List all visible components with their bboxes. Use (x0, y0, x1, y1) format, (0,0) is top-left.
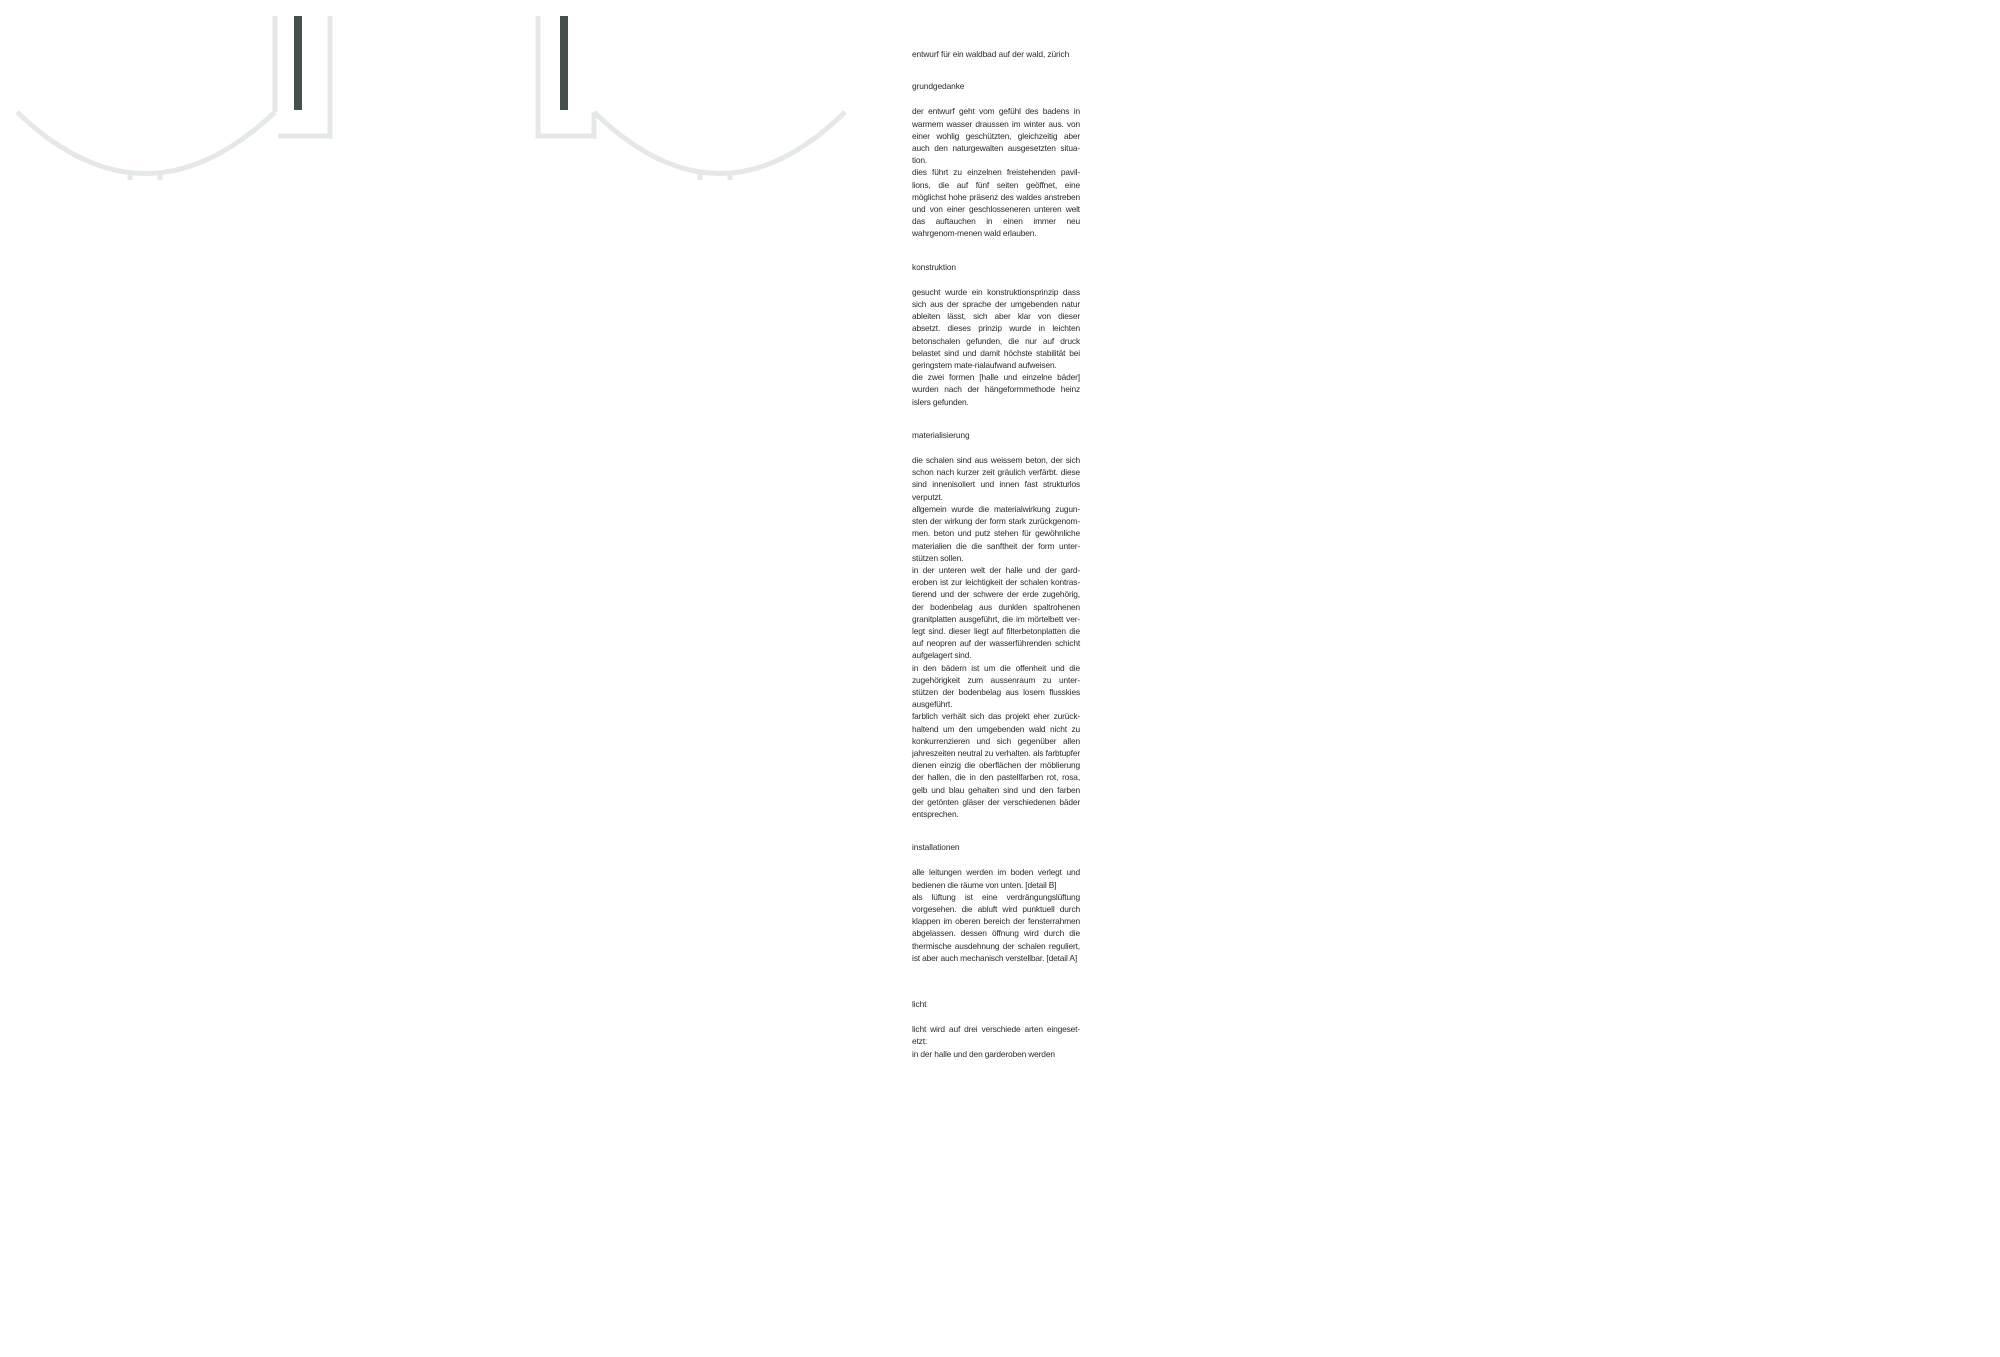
project-description (912, 48, 1080, 1059)
section-heading: konstruktion (912, 261, 956, 272)
shell-right (538, 16, 845, 180)
document-title: entwurf für ein waldbad auf der wald, zürich (912, 49, 1070, 59)
paragraph: allgemein wurde die materialwirkung zugun-sten der wirkung der form stark zurückgenom-men. beton und putz stehen für gewöhnliche materialien die die sanftheit der form unter-stützen sollen. (912, 503, 1080, 563)
section-drawing (0, 0, 860, 200)
paragraph: der entwurf geht vom gefühl des badens in warmem wasser draussen im winter aus. von einer wohlig geschützten, gleichzeitig aber auch den naturgewalten ausgesetzten situa-tion. (912, 106, 1080, 166)
section-heading: licht (912, 999, 927, 1009)
shell-right-arc (594, 112, 845, 174)
section-installationen (912, 841, 1080, 964)
dark-bar-right (560, 16, 568, 110)
shell-left-arc (17, 112, 275, 174)
shell-left-wall (275, 16, 330, 136)
paragraph: farblich verhält sich das projekt eher zurück-haltend um den umgebenden wald nicht zu konkurrenzieren und sich gegenüber allen jahreszeiten neutral zu verhalten. als farbtupfer dienen einzig die oberflächen der möblierung der hallen, die in den pastellfarben rot, rosa, gelb und blau gehalten sind und den farben der getönten gläser der verschiedenen bäder entsprechen. (912, 711, 1080, 819)
section-grundgedanke (912, 80, 1080, 239)
paragraph: licht wird auf drei verschiede arten eingeset-etzt: (912, 1024, 1080, 1047)
shell-left (17, 16, 330, 180)
paragraph: in der halle und den garderoben werden (912, 1048, 1055, 1059)
section-materialisierung (912, 429, 1080, 820)
paragraph: dies führt zu einzelnen freistehenden pavil-lions, die auf fünf seiten geöffnet, eine möglichst hohe präsenz des waldes anstreben und von einer geschlosseneren unteren welt das auftauchen in einen immer neu wahrgenom-menen wald erlauben. (912, 167, 1080, 239)
section-licht (912, 998, 1080, 1060)
paragraph: die schalen sind aus weissem beton, der sich schon nach kurzer zeit gräulich verfärbt. diese sind innenisoliert und innen fast strukturlos verputzt. (912, 455, 1080, 502)
section-heading: installationen (912, 842, 960, 853)
paragraph: als lüftung ist eine verdrängungslüftung vorgesehen. die abluft wird punktuell durch klappen im oberen bereich der fensterrahmen abgelassen. dessen öffnung wird durch die thermische ausdehnung der schalen reguliert, ist aber auch mechanisch verstellbar. [detail A] (912, 891, 1080, 963)
paragraph: alle leitungen werden im boden verlegt und bedienen die räume von unten. [detail B] (912, 867, 1080, 890)
paragraph: gesucht wurde ein konstruktionsprinzip dass sich aus der sprache der umgebenden natur ableiten lässt, sich aber klar von dieser absetzt. dieses prinzip wurde in leichten betonschalen gefunden, die nur auf druck belastet sind und damit höchste stabilität bei geringstem mate-rialaufwand aufweisen. (912, 286, 1080, 371)
section-konstruktion (912, 261, 1080, 408)
paragraph: in der unteren welt der halle und der gard-eroben ist zur leichtigkeit der schalen kontras-tierend und der schwere der erde zugehörig, der bodenbelag aus dunklen spaltrohenen granitplatten ausgeführt, die im mörtelbett ver-legt sind. dieser liegt auf filterbetonplatten die auf neopren auf der wasserführenden schicht aufgelagert sind. (912, 564, 1080, 661)
paragraph: in den bädern ist um die offenheit und die zugehörigkeit zum aussenraum zu unter-stützen der bodenbelag aus losem flusskies ausgeführt. (912, 662, 1080, 710)
section-heading: materialisierung (912, 429, 970, 440)
paragraph: die zwei formen [halle und einzelne bäder] wurden nach der hängeformmethode heinz islers gefunden. (912, 372, 1080, 407)
section-heading: grundgedanke (912, 81, 965, 92)
dark-bar-left (294, 16, 302, 110)
